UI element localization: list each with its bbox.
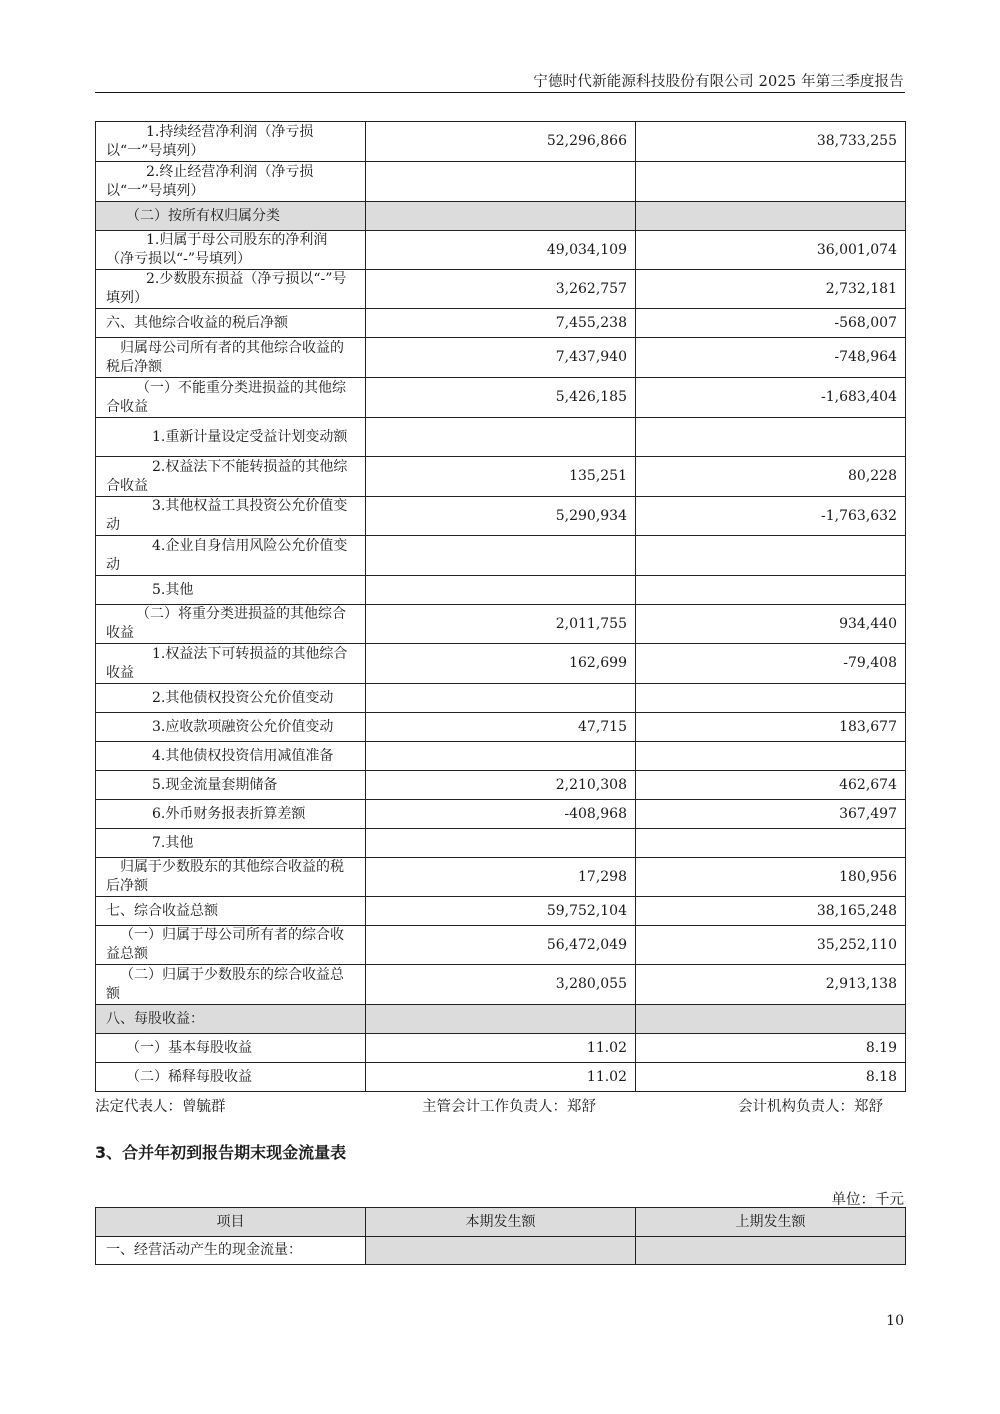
row-label: 1.权益法下可转损益的其他综合收益 xyxy=(96,644,366,684)
current-period-value xyxy=(366,162,636,202)
prior-period-value: 180,956 xyxy=(636,858,906,897)
prior-period-value: 38,165,248 xyxy=(636,897,906,926)
prior-period-value: 8.18 xyxy=(636,1063,906,1092)
prior-period-value xyxy=(636,418,906,457)
table-row xyxy=(96,897,906,926)
table-row xyxy=(96,162,906,202)
row-label: 归属于少数股东的其他综合收益的税后净额 xyxy=(96,858,366,897)
prior-period-value: 183,677 xyxy=(636,713,906,742)
current-period-value: 52,296,866 xyxy=(366,122,636,162)
table-row xyxy=(96,536,906,576)
table-row xyxy=(96,605,906,644)
current-period-value: 5,290,934 xyxy=(366,497,636,536)
prior-period-value xyxy=(636,684,906,713)
row-label: 1.归属于母公司股东的净利润（净亏损以“-”号填列） xyxy=(96,231,366,270)
row-label: （二）按所有权归属分类 xyxy=(96,202,366,231)
row-label: 2.终止经营净利润（净亏损以“一”号填列） xyxy=(96,162,366,202)
current-period-value: 47,715 xyxy=(366,713,636,742)
table-row xyxy=(96,713,906,742)
operating-current-cell xyxy=(366,1237,636,1265)
column-header-item: 项目 xyxy=(96,1208,366,1237)
row-label: （一）不能重分类进损益的其他综合收益 xyxy=(96,378,366,418)
row-label: 3.应收款项融资公允价值变动 xyxy=(96,713,366,742)
prior-period-value xyxy=(636,829,906,858)
prior-period-value: 8.19 xyxy=(636,1034,906,1063)
row-label: 5.现金流量套期储备 xyxy=(96,771,366,800)
prior-period-value: 38,733,255 xyxy=(636,122,906,162)
current-period-value: 3,280,055 xyxy=(366,965,636,1005)
prior-period-value: -1,763,632 xyxy=(636,497,906,536)
operating-prior-cell xyxy=(636,1237,906,1265)
cashflow-operating-row xyxy=(96,1237,906,1265)
current-period-value xyxy=(366,576,636,605)
prior-period-value xyxy=(636,536,906,576)
current-period-value: 2,210,308 xyxy=(366,771,636,800)
table-row xyxy=(96,338,906,378)
row-label: 2.权益法下不能转损益的其他综合收益 xyxy=(96,457,366,497)
cashflow-section-heading: 3、合并年初到报告期末现金流量表 xyxy=(95,1143,347,1162)
current-period-value: 162,699 xyxy=(366,644,636,684)
current-period-value xyxy=(366,684,636,713)
cashflow-header-row xyxy=(96,1208,906,1237)
row-label: 5.其他 xyxy=(96,576,366,605)
prior-period-value: 2,732,181 xyxy=(636,270,906,309)
current-period-value: 7,455,238 xyxy=(366,309,636,338)
current-period-value: 5,426,185 xyxy=(366,378,636,418)
table-row xyxy=(96,378,906,418)
table-row xyxy=(96,771,906,800)
accounting-head-signature: 主管会计工作负责人：郑舒 xyxy=(422,1099,596,1115)
row-label: 归属母公司所有者的其他综合收益的税后净额 xyxy=(96,338,366,378)
current-period-value xyxy=(366,829,636,858)
table-row xyxy=(96,457,906,497)
table-row xyxy=(96,497,906,536)
row-label: （一）归属于母公司所有者的综合收益总额 xyxy=(96,926,366,965)
row-label: （二）将重分类进损益的其他综合收益 xyxy=(96,605,366,644)
row-label: 七、综合收益总额 xyxy=(96,897,366,926)
operating-activities-label: 一、经营活动产生的现金流量： xyxy=(96,1237,366,1265)
table-row xyxy=(96,576,906,605)
table-row xyxy=(96,1034,906,1063)
current-period-value: 17,298 xyxy=(366,858,636,897)
prior-period-value: 35,252,110 xyxy=(636,926,906,965)
prior-period-value xyxy=(636,162,906,202)
row-label: 2.其他债权投资公允价值变动 xyxy=(96,684,366,713)
table-row xyxy=(96,965,906,1005)
prior-period-value xyxy=(636,1005,906,1034)
prior-period-value: -748,964 xyxy=(636,338,906,378)
prior-period-value: -79,408 xyxy=(636,644,906,684)
row-label: 7.其他 xyxy=(96,829,366,858)
row-label: 4.企业自身信用风险公允价值变动 xyxy=(96,536,366,576)
row-label: 八、每股收益： xyxy=(96,1005,366,1034)
unit-note: 单位：千元 xyxy=(831,1192,904,1208)
table-row xyxy=(96,800,906,829)
row-label: （二）稀释每股收益 xyxy=(96,1063,366,1092)
row-label: 6.外币财务报表折算差额 xyxy=(96,800,366,829)
current-period-value xyxy=(366,536,636,576)
current-period-value: 59,752,104 xyxy=(366,897,636,926)
prior-period-value xyxy=(636,742,906,771)
table-row xyxy=(96,1063,906,1092)
current-period-value: 11.02 xyxy=(366,1063,636,1092)
prior-period-value: 367,497 xyxy=(636,800,906,829)
column-header-current-period: 本期发生额 xyxy=(366,1208,636,1237)
prior-period-value: -1,683,404 xyxy=(636,378,906,418)
row-label: 2.少数股东损益（净亏损以“-”号填列） xyxy=(96,270,366,309)
table-row xyxy=(96,829,906,858)
report-header-title: 宁德时代新能源科技股份有限公司 2025 年第三季度报告 xyxy=(533,74,904,90)
current-period-value: -408,968 xyxy=(366,800,636,829)
current-period-value: 49,034,109 xyxy=(366,231,636,270)
row-label: 1.重新计量设定受益计划变动额 xyxy=(96,418,366,457)
table-row xyxy=(96,418,906,457)
column-header-prior-period: 上期发生额 xyxy=(636,1208,906,1237)
prior-period-value xyxy=(636,202,906,231)
row-label: 4.其他债权投资信用减值准备 xyxy=(96,742,366,771)
table-row xyxy=(96,270,906,309)
table-row xyxy=(96,309,906,338)
table-row xyxy=(96,231,906,270)
current-period-value xyxy=(366,202,636,231)
row-label: 六、其他综合收益的税后净额 xyxy=(96,309,366,338)
prior-period-value: 934,440 xyxy=(636,605,906,644)
prior-period-value: 462,674 xyxy=(636,771,906,800)
prior-period-value: 80,228 xyxy=(636,457,906,497)
current-period-value xyxy=(366,418,636,457)
prior-period-value: 36,001,074 xyxy=(636,231,906,270)
prior-period-value: 2,913,138 xyxy=(636,965,906,1005)
current-period-value xyxy=(366,1005,636,1034)
table-row xyxy=(96,644,906,684)
header-divider xyxy=(95,92,905,93)
table-row xyxy=(96,122,906,162)
table-row xyxy=(96,202,906,231)
current-period-value: 3,262,757 xyxy=(366,270,636,309)
row-label: （一）基本每股收益 xyxy=(96,1034,366,1063)
legal-representative-signature: 法定代表人：曾毓群 xyxy=(95,1099,226,1115)
prior-period-value: -568,007 xyxy=(636,309,906,338)
prior-period-value xyxy=(636,576,906,605)
current-period-value: 135,251 xyxy=(366,457,636,497)
income-statement-table xyxy=(95,121,906,1092)
row-label: 1.持续经营净利润（净亏损以“一”号填列） xyxy=(96,122,366,162)
current-period-value: 2,011,755 xyxy=(366,605,636,644)
current-period-value: 7,437,940 xyxy=(366,338,636,378)
table-row xyxy=(96,742,906,771)
accounting-org-head-signature: 会计机构负责人：郑舒 xyxy=(738,1099,883,1115)
table-row xyxy=(96,926,906,965)
table-row xyxy=(96,684,906,713)
page-number: 10 xyxy=(886,1313,904,1329)
table-row xyxy=(96,858,906,897)
current-period-value: 56,472,049 xyxy=(366,926,636,965)
current-period-value: 11.02 xyxy=(366,1034,636,1063)
row-label: （二）归属于少数股东的综合收益总额 xyxy=(96,965,366,1005)
table-row xyxy=(96,1005,906,1034)
row-label: 3.其他权益工具投资公允价值变动 xyxy=(96,497,366,536)
current-period-value xyxy=(366,742,636,771)
cashflow-statement-table xyxy=(95,1207,906,1265)
